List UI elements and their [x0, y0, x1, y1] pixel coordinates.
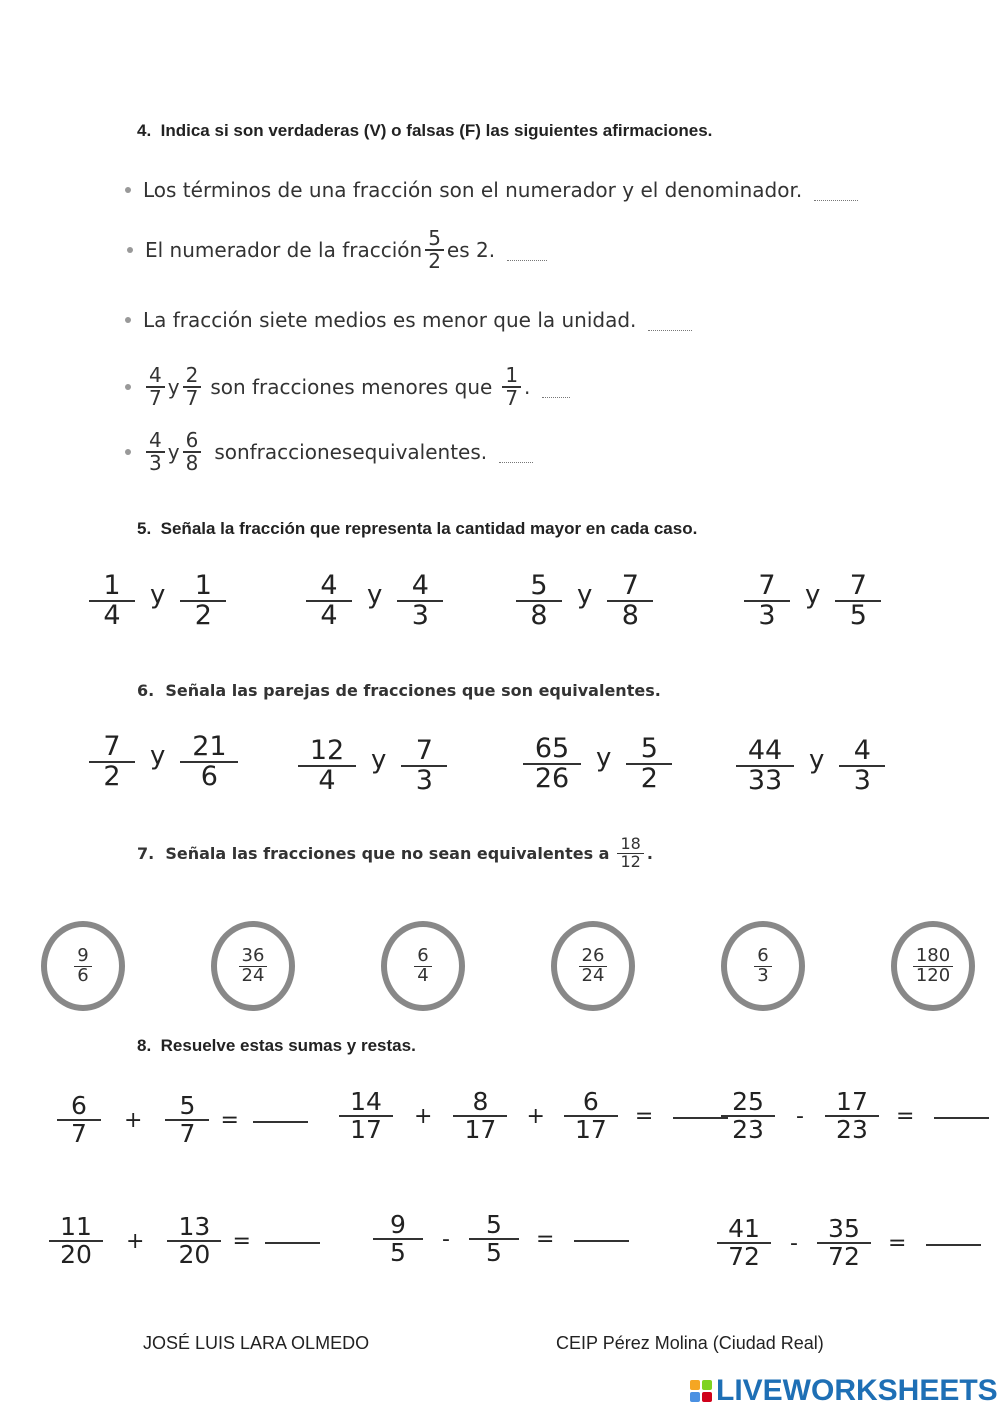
section-7-title: Señala las fracciones que no sean equivalentes a — [165, 843, 610, 863]
bullet-icon — [127, 247, 133, 253]
fraction-6-8: $\frac{6}{8}$ — [183, 430, 202, 474]
statement-2 — [127, 228, 547, 272]
statement-3-text: La fracción siete medios es menor que la unidad. — [143, 308, 637, 332]
section-5-title: Señala la fracción que representa la cantidad mayor en cada caso. — [160, 519, 698, 538]
compare-pair-4[interactable]: $\frac{7}{3}$ y $\frac{7}{5}$ — [741, 572, 884, 631]
answer-input-3[interactable] — [934, 1117, 989, 1119]
equation-3: $\frac{25}{23}$ - $\frac{17}{23}$ = — [718, 1089, 989, 1144]
section-4-heading — [137, 121, 712, 141]
liveworksheets-logo[interactable] — [690, 1374, 998, 1408]
answer-input-1[interactable] — [253, 1121, 308, 1123]
section-4-number: 4. — [137, 121, 152, 140]
equation-1: $\frac{6}{7}$ + $\frac{5}{7}$ = — [54, 1093, 308, 1148]
statement-5-text: sonfraccionesequivalentes. — [214, 440, 488, 464]
option-6-3[interactable]: $\frac{6}{3}$ — [721, 921, 805, 1011]
compare-pair-3[interactable]: $\frac{5}{8}$ y $\frac{7}{8}$ — [513, 572, 656, 631]
fraction-5-2: $\frac{5}{2}$ — [425, 228, 444, 272]
equation-5: $\frac{9}{5}$ - $\frac{5}{5}$ = — [370, 1212, 629, 1267]
answer-input-4[interactable] — [265, 1242, 320, 1244]
option-36-24[interactable]: $\frac{36}{24}$ — [211, 921, 295, 1011]
word-y: y — [167, 440, 180, 464]
statement-3 — [125, 308, 692, 332]
section-6-title: Señala las parejas de fracciones que son equivalentes. — [165, 681, 661, 700]
section-8-number: 8. — [137, 1036, 152, 1055]
equation-2: $\frac{14}{17}$ + $\frac{8}{17}$ + $\frac{6}{17}$ = — [336, 1089, 728, 1144]
section-5-number: 5. — [137, 519, 152, 538]
statement-1-text: Los términos de una fracción son el numerador y el denominador. — [143, 178, 803, 202]
section-6-heading — [137, 681, 661, 700]
brand-name: LIVEWORKSHEETS — [716, 1374, 998, 1407]
equation-6: $\frac{41}{72}$ - $\frac{35}{72}$ = — [714, 1216, 981, 1271]
statement-4-text: son fracciones menores que — [210, 375, 493, 399]
statement-2-pre: El numerador de la fracción — [145, 238, 423, 262]
word-y: y — [167, 375, 180, 399]
statement-4 — [125, 365, 570, 409]
section-7-heading: 7. Señala las fracciones que no sean equivalentes a $\frac{18}{12}$ . — [137, 834, 653, 871]
compare-pair-1[interactable]: $\frac{1}{4}$ y $\frac{1}{2}$ — [86, 572, 229, 631]
answer-blank-2[interactable] — [507, 260, 547, 261]
option-26-24[interactable]: $\frac{26}{24}$ — [551, 921, 635, 1011]
equiv-pair-3[interactable]: $\frac{65}{26}$ y $\frac{5}{2}$ — [520, 735, 675, 794]
fraction-4-7: $\frac{4}{7}$ — [146, 365, 165, 409]
equiv-pair-1[interactable]: $\frac{7}{2}$ y $\frac{21}{6}$ — [86, 733, 241, 792]
statement-1 — [125, 178, 858, 202]
answer-blank-4[interactable] — [542, 397, 570, 398]
section-5-heading — [137, 519, 697, 539]
answer-blank-1[interactable] — [814, 200, 858, 201]
equiv-pair-4[interactable]: $\frac{44}{33}$ y $\frac{4}{3}$ — [733, 737, 888, 796]
answer-blank-3[interactable] — [648, 330, 692, 331]
bullet-icon — [125, 317, 131, 323]
option-6-4[interactable]: $\frac{6}{4}$ — [381, 921, 465, 1011]
equiv-pair-2[interactable]: $\frac{12}{4}$ y $\frac{7}{3}$ — [295, 737, 450, 796]
bullet-icon — [125, 384, 131, 390]
section-8-heading — [137, 1036, 416, 1056]
section-8-title: Resuelve estas sumas y restas. — [160, 1036, 416, 1055]
option-9-6[interactable]: $\frac{9}{6}$ — [41, 921, 125, 1011]
compare-pair-2[interactable]: $\frac{4}{4}$ y $\frac{4}{3}$ — [303, 572, 446, 631]
section-7-number: 7. — [137, 843, 155, 863]
author-name: JOSÉ LUIS LARA OLMEDO — [143, 1333, 370, 1353]
fraction-18-12: $\frac{18}{12}$ — [617, 836, 643, 871]
period: . — [524, 375, 531, 399]
fraction-2-7: $\frac{2}{7}$ — [183, 365, 202, 409]
equation-4: $\frac{11}{20}$ + $\frac{13}{20}$ = — [46, 1214, 320, 1269]
fraction-1-7: $\frac{1}{7}$ — [502, 365, 521, 409]
liveworksheets-icon — [690, 1380, 712, 1402]
section-6-number: 6. — [137, 681, 155, 700]
answer-input-5[interactable] — [574, 1240, 629, 1242]
statement-2-post: es 2. — [446, 238, 496, 262]
bullet-icon — [125, 449, 131, 455]
section-4-title: Indica si son verdaderas (V) o falsas (F) las siguientes afirmaciones. — [160, 121, 713, 140]
option-180-120[interactable]: $\frac{180}{120}$ — [891, 921, 975, 1011]
answer-blank-5[interactable] — [499, 462, 533, 463]
fraction-4-3: $\frac{4}{3}$ — [146, 430, 165, 474]
school-name: CEIP Pérez Molina (Ciudad Real) — [556, 1333, 824, 1353]
statement-5 — [125, 430, 533, 474]
answer-input-6[interactable] — [926, 1244, 981, 1246]
bullet-icon — [125, 187, 131, 193]
